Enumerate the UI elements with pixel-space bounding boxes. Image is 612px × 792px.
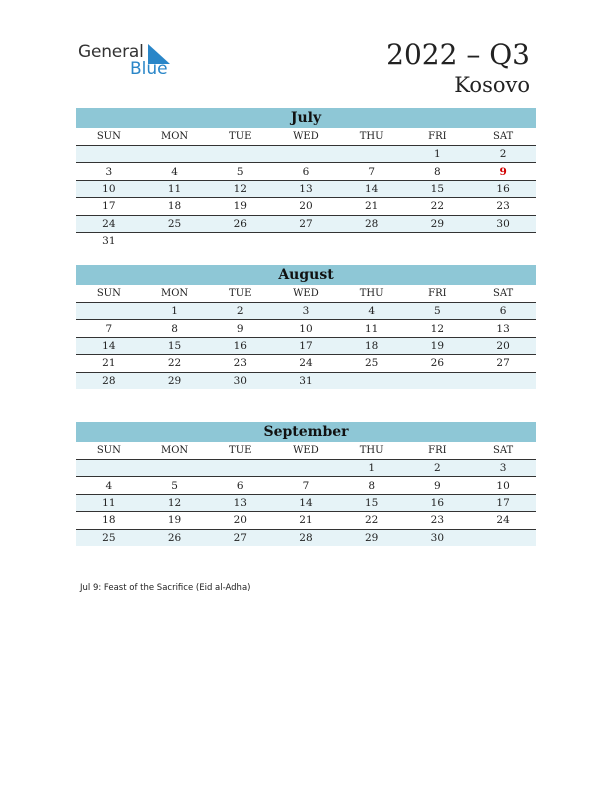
day-cell: 19	[207, 198, 273, 215]
day-cell: 1	[339, 460, 405, 477]
week-row	[76, 232, 536, 249]
day-cell: 25	[142, 215, 208, 232]
day-cell: 26	[142, 529, 208, 546]
week-row	[76, 460, 536, 477]
week-row	[76, 494, 536, 511]
month-grid	[76, 128, 536, 249]
day-cell: 27	[273, 215, 339, 232]
day-cell: 4	[339, 303, 405, 320]
day-cell: 21	[76, 355, 142, 372]
week-row	[76, 372, 536, 389]
weekday-header: SUN	[76, 285, 142, 303]
day-cell	[76, 460, 142, 477]
day-cell: 3	[470, 460, 536, 477]
day-cell: 9	[405, 477, 471, 494]
month-grid	[76, 442, 536, 546]
weekday-header: WED	[273, 285, 339, 303]
day-cell: 2	[405, 460, 471, 477]
day-cell: 3	[273, 303, 339, 320]
day-cell: 23	[405, 512, 471, 529]
month-block-0	[76, 108, 536, 249]
day-cell	[142, 146, 208, 163]
day-cell	[273, 232, 339, 249]
day-cell: 7	[339, 163, 405, 180]
day-cell: 28	[339, 215, 405, 232]
day-cell	[470, 232, 536, 249]
day-cell: 5	[207, 163, 273, 180]
day-cell: 2	[207, 303, 273, 320]
day-cell: 14	[273, 494, 339, 511]
day-cell: 23	[207, 355, 273, 372]
weekday-header: SAT	[470, 442, 536, 460]
week-row	[76, 529, 536, 546]
weekday-header: THU	[339, 128, 405, 146]
month-title: July	[76, 108, 536, 128]
weekday-header: MON	[142, 128, 208, 146]
day-cell: 14	[339, 180, 405, 197]
day-cell	[76, 146, 142, 163]
month-grid	[76, 285, 536, 389]
day-cell: 4	[76, 477, 142, 494]
day-cell: 31	[102, 235, 116, 248]
day-cell: 16	[405, 494, 471, 511]
day-cell: 26	[405, 355, 471, 372]
weekday-header: SAT	[470, 285, 536, 303]
weekday-header: SUN	[76, 128, 142, 146]
month-title: August	[76, 265, 536, 285]
day-cell	[273, 460, 339, 477]
day-cell: 24	[273, 355, 339, 372]
day-cell: 19	[142, 512, 208, 529]
week-row	[76, 337, 536, 354]
weekday-header: SAT	[470, 128, 536, 146]
day-cell: 1	[142, 303, 208, 320]
day-cell: 22	[339, 512, 405, 529]
day-cell: 31	[273, 372, 339, 389]
weekday-header: MON	[142, 442, 208, 460]
day-cell	[339, 146, 405, 163]
day-cell	[339, 372, 405, 389]
day-cell: 5	[142, 477, 208, 494]
weekday-header: THU	[339, 285, 405, 303]
day-cell: 29	[339, 529, 405, 546]
day-cell	[339, 232, 405, 249]
day-cell: 17	[273, 337, 339, 354]
day-cell: 16	[470, 180, 536, 197]
week-row	[76, 163, 536, 180]
day-cell: 30	[405, 529, 471, 546]
day-cell: 6	[470, 303, 536, 320]
day-cell: 1	[405, 146, 471, 163]
day-cell: 28	[76, 372, 142, 389]
weekday-header: TUE	[207, 128, 273, 146]
day-cell: 13	[470, 320, 536, 337]
day-cell: 18	[142, 198, 208, 215]
month-title: September	[76, 422, 536, 442]
day-cell	[470, 372, 536, 389]
day-cell: 6	[207, 477, 273, 494]
day-cell: 27	[470, 355, 536, 372]
week-row	[76, 477, 536, 494]
day-cell: 9	[470, 163, 536, 180]
weekday-header: TUE	[207, 442, 273, 460]
day-cell: 6	[273, 163, 339, 180]
week-row	[76, 180, 536, 197]
day-cell: 20	[273, 198, 339, 215]
day-cell: 5	[405, 303, 471, 320]
country-name: Kosovo	[454, 73, 530, 97]
day-cell: 12	[142, 494, 208, 511]
day-cell: 11	[142, 180, 208, 197]
day-cell	[207, 460, 273, 477]
day-cell: 30	[470, 215, 536, 232]
week-row	[76, 320, 536, 337]
weekday-header: WED	[273, 128, 339, 146]
day-cell: 24	[470, 512, 536, 529]
week-row	[76, 198, 536, 215]
day-cell	[273, 146, 339, 163]
weekday-header: MON	[142, 285, 208, 303]
day-cell: 16	[207, 337, 273, 354]
day-cell: 29	[405, 215, 471, 232]
day-cell: 20	[470, 337, 536, 354]
day-cell: 23	[470, 198, 536, 215]
day-cell	[142, 232, 208, 249]
day-cell: 24	[76, 215, 142, 232]
day-cell: 25	[339, 355, 405, 372]
weekday-header: THU	[339, 442, 405, 460]
day-cell: 7	[273, 477, 339, 494]
day-cell: 17	[470, 494, 536, 511]
week-row	[76, 355, 536, 372]
day-cell: 15	[405, 180, 471, 197]
day-cell: 22	[142, 355, 208, 372]
day-cell: 14	[76, 337, 142, 354]
day-cell: 7	[76, 320, 142, 337]
logo-text-general: General	[78, 42, 144, 62]
weekday-header: FRI	[405, 128, 471, 146]
day-cell: 10	[76, 180, 142, 197]
day-cell	[207, 232, 273, 249]
month-block-1	[76, 265, 536, 389]
day-cell: 21	[273, 512, 339, 529]
day-cell: 25	[76, 529, 142, 546]
weekday-header: SUN	[76, 442, 142, 460]
week-row	[76, 512, 536, 529]
day-cell: 8	[142, 320, 208, 337]
day-cell: 11	[76, 494, 142, 511]
holiday-note: Jul 9: Feast of the Sacrifice (Eid al-Adha)	[80, 583, 251, 593]
day-cell	[207, 146, 273, 163]
logo-text-blue: Blue	[130, 59, 168, 79]
week-row	[76, 303, 536, 320]
day-cell: 3	[76, 163, 142, 180]
day-cell: 28	[273, 529, 339, 546]
weekday-header: WED	[273, 442, 339, 460]
day-cell: 12	[207, 180, 273, 197]
day-cell: 8	[339, 477, 405, 494]
day-cell	[405, 232, 471, 249]
day-cell: 22	[405, 198, 471, 215]
day-cell: 18	[76, 512, 142, 529]
week-row	[76, 146, 536, 163]
day-cell: 13	[207, 494, 273, 511]
weekday-header: FRI	[405, 442, 471, 460]
day-cell: 17	[76, 198, 142, 215]
day-cell: 10	[470, 477, 536, 494]
day-cell	[142, 460, 208, 477]
day-cell: 4	[142, 163, 208, 180]
week-row	[76, 215, 536, 232]
day-cell: 19	[405, 337, 471, 354]
day-cell: 9	[207, 320, 273, 337]
day-cell: 8	[405, 163, 471, 180]
weekday-header: FRI	[405, 285, 471, 303]
month-block-2	[76, 422, 536, 546]
day-cell: 30	[207, 372, 273, 389]
day-cell: 29	[142, 372, 208, 389]
day-cell: 13	[273, 180, 339, 197]
day-cell	[76, 303, 142, 320]
day-cell	[405, 372, 471, 389]
day-cell: 11	[339, 320, 405, 337]
quarter-title: 2022 – Q3	[386, 38, 530, 71]
day-cell: 21	[339, 198, 405, 215]
day-cell: 10	[273, 320, 339, 337]
day-cell: 2	[470, 146, 536, 163]
day-cell	[470, 529, 536, 546]
day-cell: 15	[339, 494, 405, 511]
day-cell: 12	[405, 320, 471, 337]
day-cell: 20	[207, 512, 273, 529]
day-cell: 15	[142, 337, 208, 354]
day-cell: 27	[207, 529, 273, 546]
weekday-header: TUE	[207, 285, 273, 303]
day-cell: 18	[339, 337, 405, 354]
day-cell: 26	[207, 215, 273, 232]
